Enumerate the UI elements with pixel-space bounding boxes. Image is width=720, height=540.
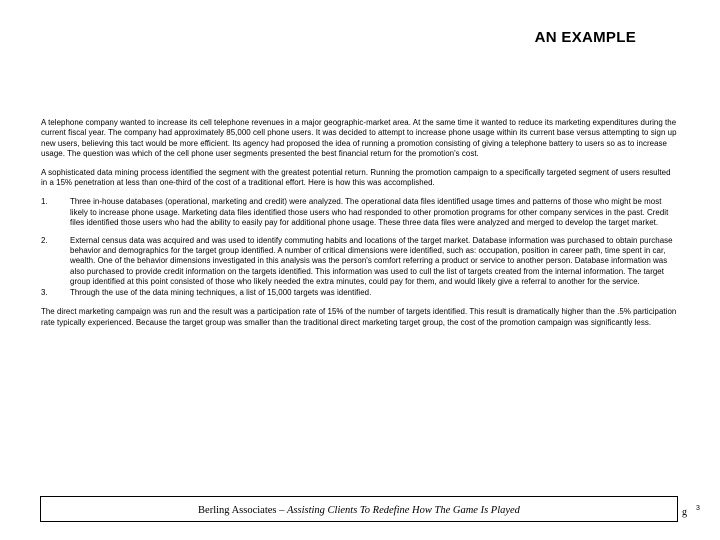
intro-paragraph: A telephone company wanted to increase its cell telephone revenues in a major geographic-market area. At the same time it wanted to reduce its marketing expenditures during the current fiscal year. The company had approximately 85,000 cell phone users. It was decided to attempt to increase phone usage within its current base versus attempting to sign up new users, believing this tact would be more efficient. Its agency had proposed the idea of running a promotion consisting of giving a telephone battery to users so as to increase usage. The question was which of the cell phone user segments presented the best financial return for the promotion's cost. <box>41 118 677 159</box>
list-item-number: 1. <box>41 197 48 207</box>
footer-text <box>41 505 677 517</box>
footer-glyph: g <box>682 507 687 518</box>
list-item-number: 2. <box>41 235 48 245</box>
list-item <box>41 288 677 298</box>
list-item <box>41 236 677 288</box>
list-item-text: Through the use of the data mining techniques, a list of 15,000 targets was identified. <box>70 287 372 297</box>
list-item-text: External census data was acquired and was used to identify commuting habits and locations of the target market. Database information was purchased to obtain purchase behavior and demographics for the target group identified. A number of critical dimensions were identified, such as: occupation, position in career path, time spent in car, wealth. One of the behavior dimensions investigated in this analysis was the person's comfort referring a product or service to another person. Database information was also purchased to provide credit information on the targets identified. This information was used to cull the list of targets created from the internal information. The target group identified at this point consisted of those who likely needed the extra minutes, could pay for them, and would likely give a referral to another for the service. <box>70 235 673 287</box>
summary-paragraph: A sophisticated data mining process identified the segment with the greatest potential return. Running the promotion campaign to a specifically targeted segment of users resulted in a 15% penetration at less than one-third of the cost of a traditional effort. Here is how this was accomplished. <box>41 167 671 188</box>
steps-list <box>41 197 677 298</box>
footer <box>40 496 678 522</box>
page-number: 3 <box>696 505 700 512</box>
slide-body <box>41 118 677 328</box>
footer-tagline: Assisting Clients To Redefine How The Game Is Played <box>287 505 520 516</box>
list-item <box>41 197 677 228</box>
conclusion-paragraph: The direct marketing campaign was run and the result was a participation rate of 15% of the number of targets identified. This result is dramatically higher than the .5% participation rate typically experienced. Because the target group was smaller than the traditional direct marketing target group, the cost of the promotion campaign was significantly less. <box>41 307 677 327</box>
list-item-number: 3. <box>41 287 48 297</box>
footer-company: Berling Associates – <box>198 505 287 516</box>
list-item-text: Three in-house databases (operational, marketing and credit) were analyzed. The operational data files identified usage times and patterns of those who might be most likely to increase phone usage. Marketing data files identified those users who had responded to other promotion programs for other company services in the past. Credit files identified those users who had the ability to easily pay for additional phone usage. These three data files were analyzed and merged to develop the target market. <box>70 197 669 228</box>
slide-title: AN EXAMPLE <box>534 29 636 46</box>
